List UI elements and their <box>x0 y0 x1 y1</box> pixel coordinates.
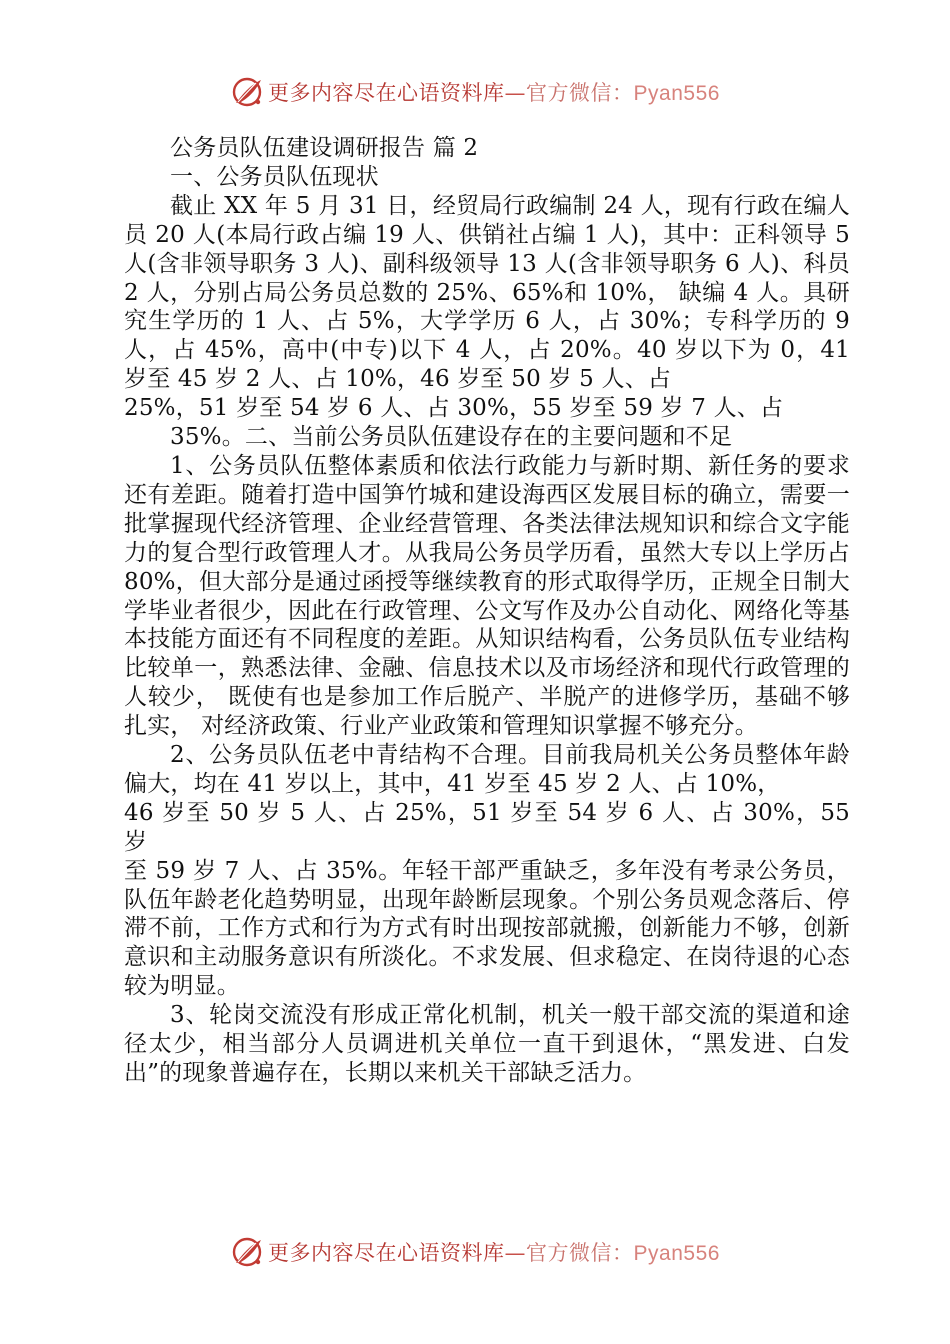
banner-text <box>268 77 720 107</box>
section-heading: 一、公务员队伍现状 <box>170 163 379 190</box>
footer-banner <box>0 1232 950 1272</box>
paragraph: 25%，51 岁至 54 岁 6 人、占 30%，55 岁至 59 岁 7 人、占 <box>124 395 784 422</box>
banner-wechat-label: 官方微信： <box>526 81 634 105</box>
banner-wechat-label: 官方微信： <box>526 1241 634 1265</box>
report-title: 公务员队伍建设调研报告 篇 2 <box>170 135 479 161</box>
banner-main-text: 更多内容尽在心语资料库 <box>268 81 505 105</box>
paragraph: 1、公务员队伍整体素质和依法行政能力与新时期、新任务的要求还有差距。随着打造中国笋竹城和建设海西区发展目标的确立，需要一批掌握现代经济管理、企业经营管理、各类法律法规知识和综合文字能力的复合型行政管理人才。从我局公务员学历看，虽然大专以上学历占 80%，但大部分是通过函授等继续教育的形式取得学历，正规全日制大学毕业者很少，因此在行政管理、公文写作及办公自动化、网络化等基本技能方面还有不同程度的差距。从知识结构看，公务员队伍专业结构比较单一，熟悉法律、金融、信息技术以及市场经济和现代行政管理的人较少， 既使有也是参加工作后脱产、半脱产的进修学历，基础不够扎实， 对经济政策、行业产业政策和管理知识掌握不够充分。 <box>124 452 858 740</box>
paragraph: 2、公务员队伍老中青结构不合理。目前我局机关公务员整体年龄偏大，均在 41 岁以上，其中，41 岁至 45 岁 2 人、占 10%， <box>124 742 850 797</box>
banner-wechat-id: Pyan556 <box>633 1242 720 1265</box>
document-body <box>124 134 858 1088</box>
section-heading: 35%。二、当前公务员队伍建设存在的主要问题和不足 <box>170 424 733 451</box>
paragraph: 截止 XX 年 5 月 31 日，经贸局行政编制 24 人，现有行政在编人员 20 人(本局行政占编 19 人、供销社占编 1 人)，其中：正科领导 5 人(含非领导职务 3 人)、副科级领导 13 人(含非领导职务 6 人)、科员 2 人，分别占局公务员总数的 25%、65%和 10%， 缺编 4 人。具研究生学历的 1 人、占 5%，大学学历 6 人，占 30%；专科学历的 9 人，占 45%，高中(中专)以下 4 人，占 20%。40 岁以下为 0，41 岁至 45 岁 2 人、占 10%，46 岁至 50 岁 5 人、占 <box>124 192 858 393</box>
banner-dash: — <box>504 1241 527 1265</box>
banner-main-text: 更多内容尽在心语资料库 <box>268 1241 505 1265</box>
banner-dash: — <box>504 81 527 105</box>
paragraph: 46 岁至 50 岁 5 人、占 25%，51 岁至 54 岁 6 人、占 30%，55 岁 <box>124 799 858 855</box>
feather-circle-logo-icon <box>230 75 264 109</box>
paragraph: 至 59 岁 7 人、占 35%。年轻干部严重缺乏，多年没有考录公务员，队伍年龄老化趋势明显，出现年龄断层现象。个别公务员观念落后、停滞不前，工作方式和行为方式有时出现按部就搬，创新能力不够，创新意识和主动服务意识有所淡化。不求发展、但求稳定、在岗待退的心态较为明显。 <box>124 857 850 1000</box>
paragraph: 3、轮岗交流没有形成正常化机制，机关一般干部交流的渠道和途径太少，相当部分人员调进机关单位一直干到退休，“黑发进、白发出”的现象普遍存在，长期以来机关干部缺乏活力。 <box>124 1002 850 1086</box>
banner-wechat-id: Pyan556 <box>633 82 720 105</box>
feather-circle-logo-icon <box>230 1235 264 1269</box>
banner-text <box>268 1237 720 1267</box>
header-banner <box>0 72 950 112</box>
